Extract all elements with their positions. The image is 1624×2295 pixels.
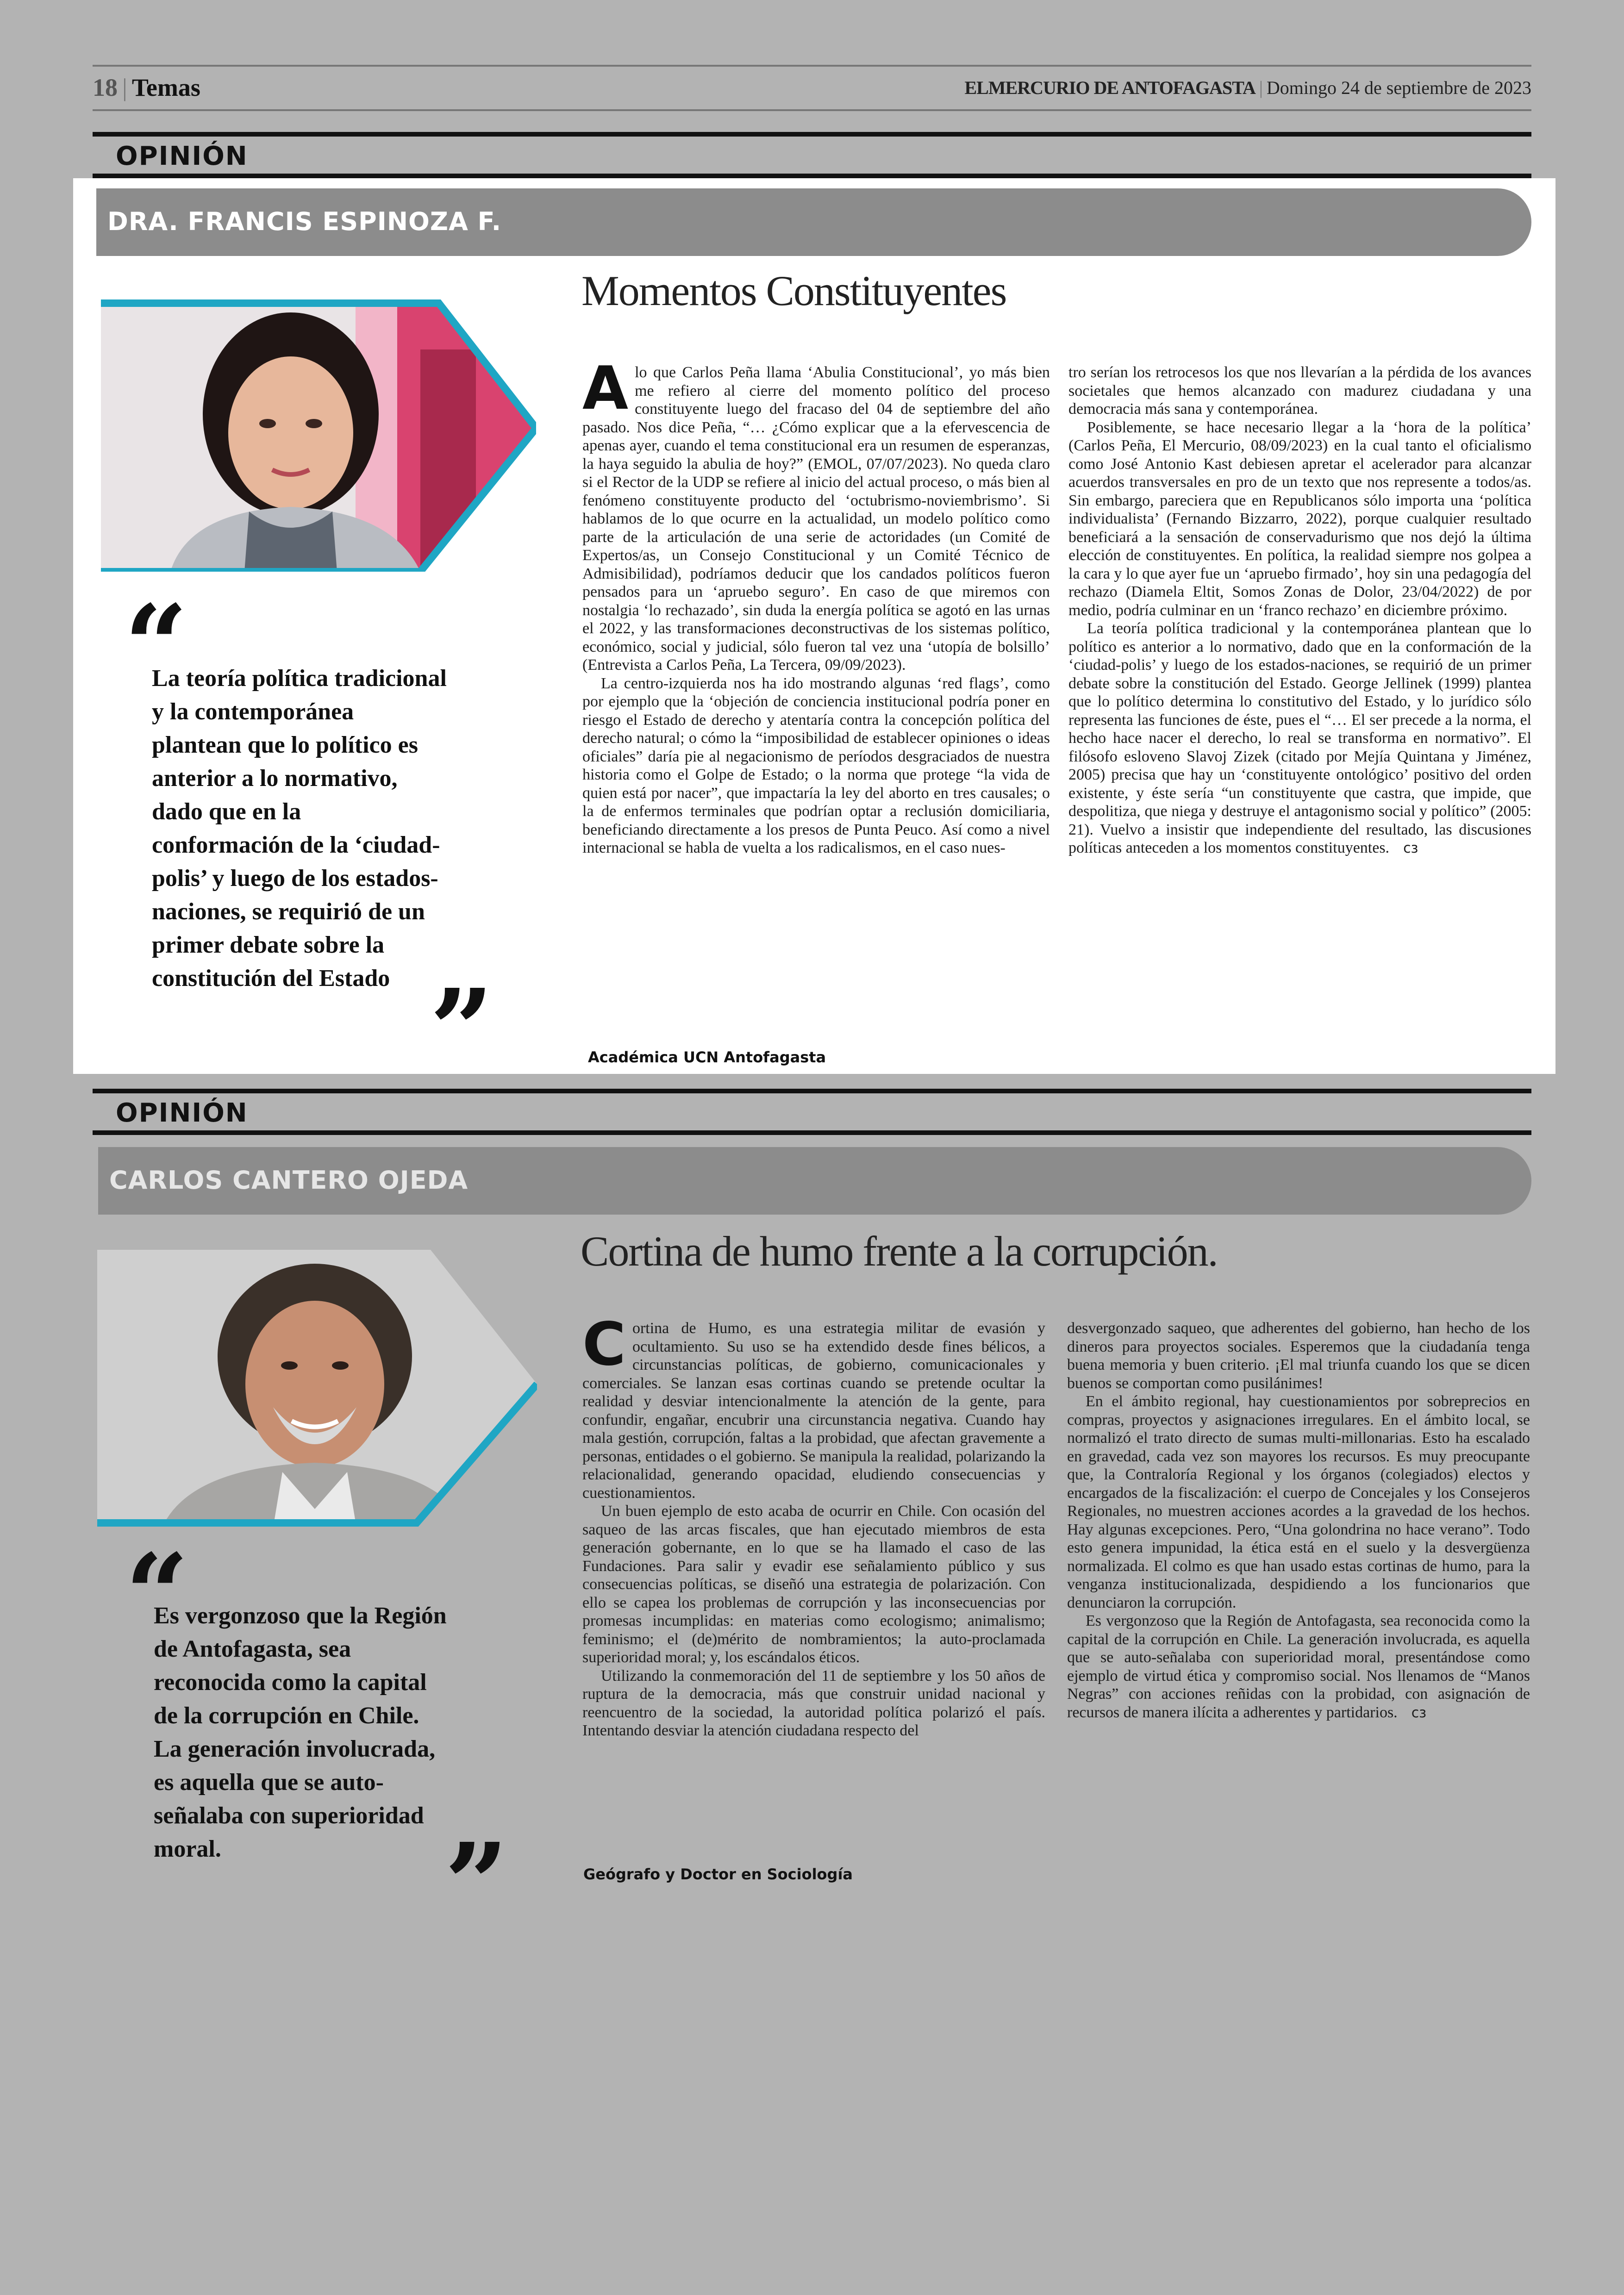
section-label-2: OPINIÓN xyxy=(116,1098,248,1128)
dropcap-1: A xyxy=(582,354,629,423)
close-quote-icon-2: ” xyxy=(444,1819,509,1949)
article-2-para-4: desvergonzado saqueo, que adherentes del gobierno, han hecho de los dineros para proyectos sociales. Esperemos que la ciudadanía tenga buena memoria y buen criterio. ¡El mal triunfa cuando los que se dicen buenos se comportan como pusilánimes! xyxy=(1067,1320,1530,1392)
pull-quote-2: Es vergonzoso que la Región de Antofagasta, sea reconocida como la capital de la corrupción en Chile. La generación involucrada, es aquella que se auto-señalaba con superioridad moral. xyxy=(154,1603,447,1862)
end-mark-icon-2: cз xyxy=(1411,1704,1427,1721)
author-bar-2 xyxy=(98,1147,1531,1215)
article-2-para-1: ortina de Humo, es una estrategia militar de evasión y ocultamiento. Su uso se ha extendido desde fines bélicos, a circunstancias políticas, de gobierno, comunicacionales y comerciales. Se lanzan esas cortinas cuando se pretende ocultar la realidad y desviar intencionalmente la atención de la gente, para confundir, engañar, encubrir una circunstancia negativa. Cuando hay mala gestión, corrupción, faltas a la probidad, que afectan gravemente a personas, entidades o el gobierno. Se manipula la realidad, polarizando la relacionalidad, generando opacidad, eludiendo consecuencias y cuestionamientos. xyxy=(582,1320,1045,1502)
issue-date: Domingo 24 de septiembre de 2023 xyxy=(1266,77,1531,98)
author-photo-2 xyxy=(97,1250,537,1528)
section-label-bar-2 xyxy=(93,1089,1531,1135)
section-label-bar-1 xyxy=(93,132,1531,178)
article-1-para-1: lo que Carlos Peña llama ‘Abulia Constitucional’, yo más bien me refiero al cierre del momento político del proceso constituyente luego del fracaso del 04 de septiembre del año pasado. Nos dice Peña, “… ¿Cómo explicar que a la efervescencia de apenas ayer, cuando el tema constitucional era un resumen de esperanzas, la haya seguido la abulia de hoy?” (EMOL, 07/07/2023). No queda claro si el Rector de la UDP se refiere al inicio del actual proceso, o más bien al fenómeno constituyente producto del ‘octubrismo-noviembrismo’. Si hablamos de lo que ocurre en la actualidad, un modelo político como parte de la articulación de una serie de actoridades (un Comité de Expertos/as, un Consejo Constitucional y un Comité Técnico de Admisibilidad), podríamos deducir que los candados políticos fueron pensados para un ‘apruebo seguro’. En caso de que miremos con nostalgia ‘lo rechazado’, sin duda la energía política se agotó en las urnas el 2022, y las transformaciones deconstructivas de los sistemas político, económico, social y judicial, sólo fueron tal vez una ‘utopía de bolsillo’ (Entrevista a Carlos Peña, La Tercera, 09/09/2023). xyxy=(582,364,1050,674)
article-1 xyxy=(73,178,1555,1095)
newspaper-name: ELMERCURIO DE ANTOFAGASTA xyxy=(964,77,1255,98)
article-2-para-5: En el ámbito regional, hay cuestionamientos por sobreprecios en compras, proyectos y asignaciones irregulares. En el ámbito local, se normalizó el trato directo de sumas multi-millonarias. Esto ha escalado en gravedad, cada vez son mayores los recursos. Es muy preocupante que, la Contraloría Regional y los órganos (colegiados) electos y encargados de la fiscalización: el cuerpo de Concejales y los Consejeros Regionales, no muestren acciones acordes a la gravedad de los hechos. Hay algunas excepciones. Pero, “Una golondrina no hace verano”. Todo esto genera impunidad, la ética está en el suelo y la desvergüenza normalizada. El colmo es que han usado estas cortinas de humo, para la venganza institucionalizada, despidiendo a los funcionarios que denunciaron la corrupción. xyxy=(1067,1393,1530,1611)
article-2-para-3: Utilizando la conmemoración del 11 de septiembre y los 50 años de ruptura de la democracia, más que construir unidad nacional y reencuentro de la sociedad, la autoridad política polarizó el país. Intentando desviar la atención ciudadana respecto del xyxy=(582,1667,1045,1739)
author-name-2: CARLOS CANTERO OJEDA xyxy=(109,1166,468,1195)
section-name: Temas xyxy=(131,74,200,101)
author-name-1: DRA. FRANCIS ESPINOZA F. xyxy=(107,207,502,236)
end-mark-icon: cз xyxy=(1403,840,1418,856)
open-quote-icon-2: “ xyxy=(125,1529,189,1660)
page-number: 18 xyxy=(93,74,118,101)
headline-1: Momentos Constituyentes xyxy=(581,267,1006,314)
author-photo-1 xyxy=(96,294,536,572)
article-1-para-4: Posiblemente, se hace necesario llegar a la ‘hora de la política’ (Carlos Peña, El Mercurio, 08/09/2023) en la cual tanto el oficialismo como José Antonio Kast debiesen apretar el acelerador para alcanzar acuerdos transversales en pro de un texto que nos represente a todos/as. Sin embargo, pareciera que en Republicanos sólo importa una ‘política individualista’ (Fernando Bizzarro, 2022), porque cualquier resultado beneficiará a la sensación de conservadurismo que nos dejó la última elección de constituyentes. En política, la realidad siempre nos golpea a la cara y lo que ayer fue un ‘apruebo firmado’, hoy sin una pedagogía del rechazo (Diamela Eltit, Somos Zonas de Dolor, 23/04/2022) de por medio, podría culminar en un ‘franco rechazo’ en diciembre próximo. xyxy=(1068,418,1531,619)
article-2-column-1 xyxy=(582,1310,1045,1740)
article-1-column-2 xyxy=(1068,363,1531,858)
author-bar-1 xyxy=(96,188,1531,256)
byline-1: Académica UCN Antofagasta xyxy=(588,1048,826,1066)
headline-2: Cortina de humo frente a la corrupción. xyxy=(581,1228,1218,1275)
article-1-column-1 xyxy=(582,354,1050,857)
open-quote-icon: “ xyxy=(124,580,188,711)
dropcap-2: C xyxy=(582,1310,626,1379)
page-header xyxy=(93,65,1531,111)
close-quote-icon: ” xyxy=(430,965,494,1095)
article-1-para-2: La centro-izquierda nos ha ido mostrando algunas ‘red flags’, como por ejemplo que la ‘objeción de conciencia institucional podría poner en riesgo el Estado de derecho y atentaría contra la concepción política del derecho natural; o cómo la “imposibilidad de establecer opiniones o ideas oficiales” daría pie al negacionismo de períodos desgraciados de nuestra historia como el Golpe de Estado; o la norma que protege “la vida de quien está por nacer”, que impactaría la ley del aborto en tres causales; o la de enfermos terminales que podrían optar a reclusión domiciliaria, beneficiando directamente a los presos de Punta Peuco. Así como a nivel internacional se habla de vuelta a los radicalismos, en el caso nues- xyxy=(582,674,1050,856)
byline-2: Geógrafo y Doctor en Sociología xyxy=(583,1865,853,1883)
article-2-para-6: Es vergonzoso que la Región de Antofagasta, sea reconocida como la capital de la corrupción en Chile. La generación involucrada, es aquella que se auto-señalaba con superioridad moral, presentándose como ejemplo de virtud ética y compromiso social. Nos llenamos de “Manos Negras” con acciones reñidas con la probidad, con asignación de recursos de manera ilícita a adherentes y partidarios. xyxy=(1067,1612,1530,1721)
article-1-para-5: La teoría política tradicional y la contemporánea plantean que lo político es anterior a lo normativo, dado que en la conformación de la ‘ciudad-polis’ y luego de los estados-naciones, se requirió de un primer debate sobre la constitución del Estado. George Jellinek (1999) plantea que lo político determina lo constitutivo del Estado, y lo jurídico sólo representa las funciones de éste, pues el “… El ser precede a la norma, el hecho hace nacer el derecho, lo real se transforma en normativo”. El filósofo esloveno Slavoj Zizek (citado por Mejía Quintana y Jiménez, 2005) precisa que hay un ‘constituyente ontológico’ positivo del orden existente, y éste sería “un constituyente que castra, que impide, que despolitiza, que niega y destruye el antagonismo social y político” (2005: 21). Vuelvo a insistir que independiente del resultado, las discusiones políticas anteceden a los momentos constituyentes. xyxy=(1068,620,1531,856)
article-1-para-3: tro serían los retrocesos los que nos llevarían a la pérdida de los avances societales que hemos alcanzado con madurez ciudadana y una democracia más sana y contemporánea. xyxy=(1068,364,1531,418)
masthead-info: ELMERCURIO DE ANTOFAGASTA | Domingo 24 de septiembre de 2023 xyxy=(964,77,1531,98)
section-label-1: OPINIÓN xyxy=(116,141,248,171)
article-2-para-2: Un buen ejemplo de esto acaba de ocurrir en Chile. Con ocasión del saqueo de las arcas fiscales, que han ejecutado miembros de esta generación gobernante, en lo que se ha llamado el caso de las Fundaciones. Para salir y evadir ese señalamiento público y sus consecuencias políticas, se diseñó una estrategia de polarización. Con ello se capea los problemas de corrupción y las inconsecuencias por promesas incumplidas: en materias como ecologismo; animalismo; feminismo; el (de)mérito de nombramientos; la auto-proclamada superioridad moral; y, los escándalos éticos. xyxy=(582,1503,1045,1666)
page-number-section: 18 | Temas xyxy=(93,74,200,101)
pull-quote-1: La teoría política tradicional y la contemporánea plantean que lo político es anterior a lo normativo, dado que en la conformación de la ‘ciudad-polis’ y luego de los estados-naciones, se requirió de un primer debate sobre la constitución del Estado xyxy=(152,665,447,992)
article-2-column-2 xyxy=(1067,1319,1530,1722)
